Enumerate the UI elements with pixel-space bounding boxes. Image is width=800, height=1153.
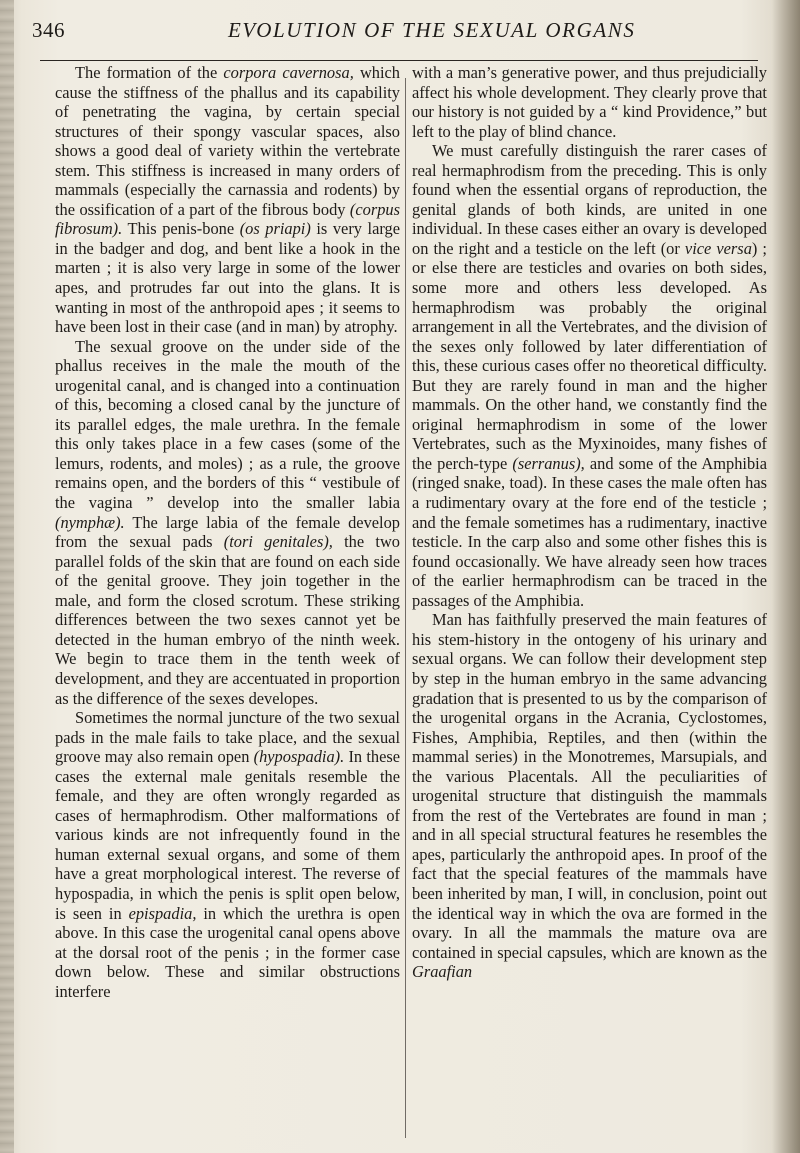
text-run: in which the urethra is open above. In this case the urogenital canal opens above at the dorsal root of the penis ; in the former case down below. These and similar obstructions interfere — [55, 903, 400, 1001]
text-run: and some of the Amphibia (ringed snake, toad). In these cases the male often has a rudimentary ovary at the fore end of the testicle ; and the female sometimes has a rudimentary, inactive testicle. In the carp also and some other fishes this is found occasionally. We have already seen how traces of the earlier hermaphrodism can be traced in the passages of the Amphibia. — [412, 453, 767, 610]
column-divider — [405, 78, 406, 1138]
text-run: with a man’s generative power, and thus prejudicially affect his whole development. They clearly prove that our history is not guided by a “ kind Providence,” but left to the play of blind chance. — [412, 63, 767, 141]
italic-term: (hypospadia). — [253, 747, 345, 767]
text-run: the two parallel folds of the skin that are found on each side of the genital groove. They join together in the male, and form the closed scrotum. These striking differences between the two sexes cannot yet be detected in the human embryo of the ninth week. We begin to trace them in the tenth week of development, and they are accentuated in proportion as the difference of the sexes developes. — [55, 532, 400, 708]
text-run: The sexual groove on the under side of the phallus receives in the male the mouth of the urogenital canal, and is changed into a continuation of this, becoming a closed canal by the juncture of its parallel edges, the male urethra. In the female this only takes place in a few cases (some of the lemurs, rodents, and moles) ; as a rule, the groove remains open, and the borders of this “ vestibule of the vagina ” develop into the smaller labia — [55, 336, 400, 513]
text-run: We must carefully distinguish the rarer cases of real hermaphrodism from the preceding. This is only found when the essential organs of reproduction, the genital glands of both kinds, are united in one individual. In these cases either an ovary is developed on the right and a testicle on the left (or — [412, 141, 767, 258]
text-run: Man has faithfully preserved the main features of his stem-history in the ontogeny of his urinary and sexual organs. We can follow their development step by step in the human embryo in the same advancing gradation that is presented to us by the comparison of the urogenital organs in the Acrania, Cyclostomes, Fishes, Amphibia, Reptiles, and then (within the mammal series) in the Monotremes, Marsupials, and the various Placentals. All the peculiarities of urogenital structure that distinguish the mammals from the rest of the Vertebrates are found in man ; and in all special structural features he resembles the apes, particularly the anthropoid apes. In proof of the fact that the special features of the mammals have been inherited by man, I will, in conclusion, point out the identical way in which the ova are formed in the ovary. In all the mammals the mature ova are contained in special capsules, which are known as the — [412, 610, 767, 962]
text-run: is very large in the badger and dog, and bent like a hook in the marten ; it is also very large in some of the lower apes, and protrudes far out into the glans. It is wanting in most of the anthropoid apes ; it seems to have been lost in their case (and in man) by atrophy. — [55, 219, 400, 337]
running-head — [30, 16, 760, 54]
running-title: EVOLUTION OF THE SEXUAL ORGANS — [228, 18, 636, 42]
italic-term: Graafian — [412, 962, 473, 982]
text-run: The large labia of the female develop from the sexual pads — [55, 512, 400, 552]
italic-term: (tori genitales), — [223, 532, 333, 552]
italic-term: (serranus), — [512, 453, 585, 473]
paragraph — [412, 63, 767, 141]
italic-term: (os priapi) — [239, 219, 311, 239]
text-run: which cause the stiffness of the phallus and its capability of penetrating the vagina, by certain special structures of their spongy vascular spaces, also shows a good deal of variety within the vertebrate stem. This stiffness is increased in many orders of mammals (especially the carnassia and rodents) by the ossification of a part of the fibrous body — [55, 63, 400, 219]
paragraph — [55, 337, 400, 708]
italic-term: epispadia, — [128, 903, 197, 923]
right-column — [412, 63, 767, 982]
italic-term: (corpus fibrosum). — [55, 199, 400, 239]
paragraph — [55, 63, 400, 337]
left-column — [55, 63, 400, 1001]
page-number: 346 — [32, 18, 65, 42]
italic-term: corpora cavernosa, — [223, 63, 354, 82]
paragraph — [412, 141, 767, 610]
text-run: This penis-bone — [122, 219, 240, 239]
page-binding-edge — [0, 0, 14, 1153]
text-run: Sometimes the normal juncture of the two sexual pads in the male fails to take place, and the sexual groove may also remain open — [55, 708, 400, 767]
italic-term: vice versa — [684, 238, 752, 258]
text-run: ) ; or else there are testicles and ovaries on both sides, some more and others less developed. As hermaphrodism was probably the original arrangement in all the Vertebrates, and the division of the sexes only followed by later differentiation of this, these curious cases offer no theoretical difficulty. But they are rarely found in man and the higher mammals. On the other hand, we constantly find the original hermaphrodism in some of the lower Vertebrates, such as the Myxinoides, many fishes of the perch-type — [412, 238, 767, 473]
page-outer-edge — [772, 0, 800, 1153]
text-run: In these cases the external male genitals resemble the female, and they are often wrongly regarded as cases of hermaphrodism. Other malformations of various kinds are not infrequently found in the human external sexual organs, and some of them have a great morphological interest. The reverse of hypospadia, in which the penis is split open below, is seen in — [55, 747, 400, 923]
italic-term: (nymphæ). — [55, 512, 125, 532]
text-run: The formation of the — [75, 63, 224, 82]
header-rule — [40, 60, 758, 61]
paragraph — [55, 708, 400, 1001]
paragraph — [412, 610, 767, 981]
